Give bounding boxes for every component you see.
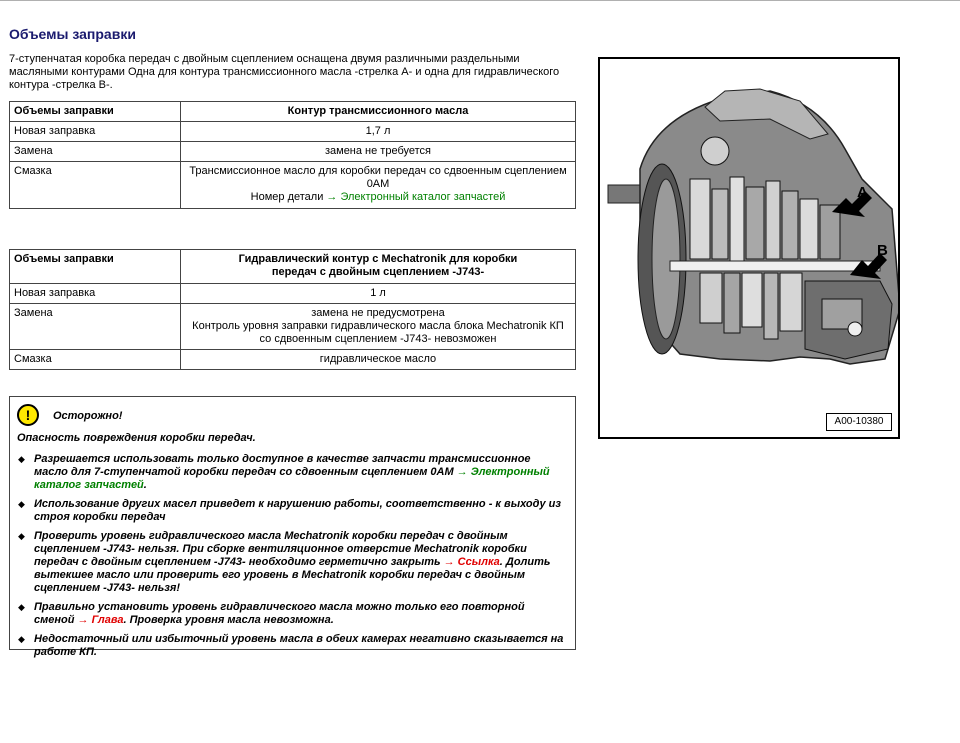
table-header-row <box>10 250 576 284</box>
table-header-row <box>10 102 576 122</box>
arrow-label-b: B <box>877 242 888 259</box>
table-row <box>10 142 576 162</box>
list-item-text: Правильно установить уровень гидравлического масла можно только его повторной сменой <box>34 601 525 626</box>
bullet-icon: ◆ <box>18 454 25 464</box>
table-row <box>10 304 576 350</box>
table-header-cell: Контур трансмиссионного масла <box>181 102 576 122</box>
oil-description: Трансмиссионное масло для коробки передач со сдвоенным сцеплением 0AM <box>189 165 567 190</box>
list-item <box>18 601 566 627</box>
caution-heading: Осторожно! <box>53 410 123 422</box>
table-cell-label: Новая заправка <box>10 122 181 142</box>
bullet-icon: ◆ <box>18 531 25 541</box>
table-cell-value <box>181 162 576 209</box>
table-cell-label: Смазка <box>10 350 181 370</box>
intro-paragraph: 7-ступенчатая коробка передач с двойным сцеплением оснащена двумя различными раздельными масляными контурами Одна для контура трансмиссионного масла -стрелка А- и одна для гидравлического контура -стрелка В-. <box>9 53 560 91</box>
list-item <box>18 498 566 524</box>
replacement-note: замена не предусмотрена <box>311 307 445 319</box>
table-cell-value: гидравлическое масло <box>181 350 576 370</box>
table-transmission-oil <box>9 101 576 209</box>
level-check-note: Контроль уровня заправки гидравлического масла блока Mechatronik КП со сдвоенным сцеплением -J743- невозможен <box>192 320 564 345</box>
page-title: Объемы заправки <box>9 26 136 42</box>
table-cell-label: Замена <box>10 304 181 350</box>
table-cell-value: 1,7 л <box>181 122 576 142</box>
caution-list <box>18 453 566 665</box>
table-row <box>10 284 576 304</box>
caution-subheading: Опасность повреждения коробки передач. <box>17 432 256 444</box>
table-header-cell: Объемы заправки <box>10 102 181 122</box>
table-row <box>10 122 576 142</box>
reference-link[interactable]: → Ссылка <box>443 556 500 568</box>
list-item-text: Проверить уровень гидравлического масла Mechatronik коробки передач с двойным сцеплением -J743- нельзя. При сборке вентиляционное отверстие Mechatronik коробки передач с двойным сцеплением -J743- необходимо герметично закрыть <box>34 530 527 568</box>
bullet-icon: ◆ <box>18 499 25 509</box>
list-item-text: Недостаточный или избыточный уровень масла в обеих камерах негативно сказывается на работе КП. <box>34 633 564 658</box>
table-header-cell: Объемы заправки <box>10 250 181 284</box>
bullet-icon: ◆ <box>18 634 25 644</box>
table-cell-label: Смазка <box>10 162 181 209</box>
parts-catalog-link[interactable]: → Электронный каталог запчастей <box>326 191 506 203</box>
table-cell-value <box>181 304 576 350</box>
part-number-prefix: Номер детали <box>250 191 324 203</box>
gearbox-cutaway-illustration <box>600 59 898 437</box>
caution-box <box>9 396 576 658</box>
list-item-text: . <box>143 479 147 491</box>
list-item-text: . Долить вытекшее масло или проверить его уровень в Mechatronik коробки передач с двойным сцеплением -J743- нельзя! <box>34 556 551 594</box>
list-item <box>18 453 566 492</box>
bullet-icon: ◆ <box>18 602 25 612</box>
table-header-cell: Гидравлический контур с Mechatronik для коробки передач с двойным сцеплением -J743- <box>181 250 576 284</box>
list-item-text: . Проверка уровня масла невозможна. <box>123 614 334 626</box>
caution-icon: ! <box>17 404 39 426</box>
list-item <box>18 530 566 595</box>
table-cell-value: замена не требуется <box>181 142 576 162</box>
parts-catalog-link[interactable]: → Электронный каталог запчастей <box>34 466 550 491</box>
chapter-link[interactable]: → Глава <box>77 614 124 626</box>
table-row <box>10 350 576 370</box>
table-cell-value: 1 л <box>181 284 576 304</box>
list-item <box>18 633 566 659</box>
table-hydraulic-circuit <box>9 249 576 370</box>
list-item-text: Разрешается использовать только доступное в качестве запчасти трансмиссионное масло для 7-ступенчатой коробки передач со сдвоенным сцеплением 0AM <box>34 453 531 478</box>
table-row <box>10 162 576 209</box>
top-border <box>0 0 960 1</box>
table-cell-label: Новая заправка <box>10 284 181 304</box>
table-cell-label: Замена <box>10 142 181 162</box>
figure-label: A00-10380 <box>826 413 892 431</box>
list-item-text: Использование других масел приведет к нарушению работы, соответственно - к выходу из строя коробки передач <box>34 498 561 523</box>
gearbox-figure <box>598 57 900 439</box>
arrow-label-a: A <box>857 184 868 201</box>
